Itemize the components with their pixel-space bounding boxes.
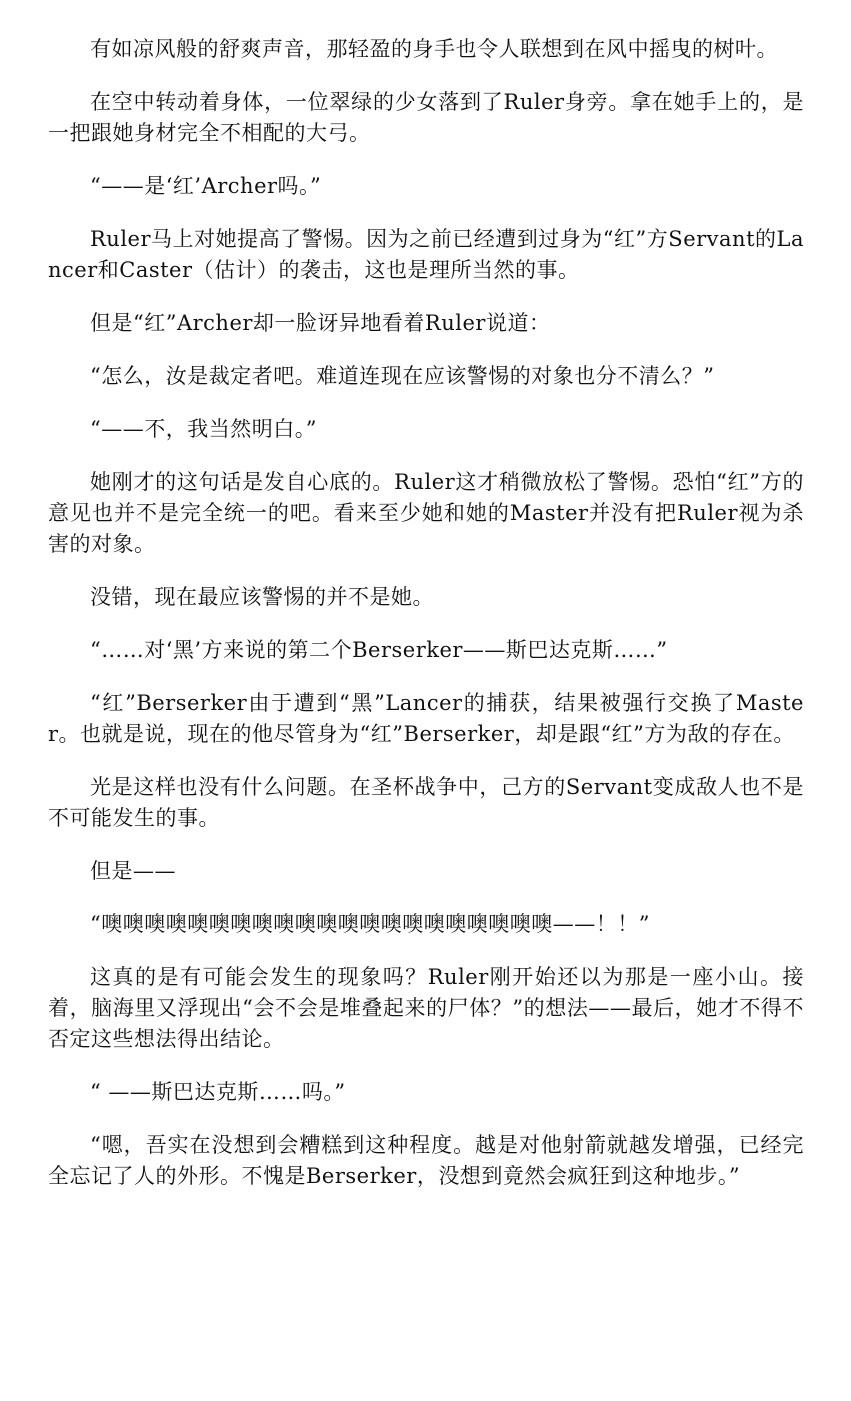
paragraph: “——是‘红’Archer吗。”	[90, 174, 322, 198]
paragraph: “怎么，汝是裁定者吧。难道连现在应该警惕的对象也分不清么？”	[90, 364, 715, 388]
document-body	[48, 34, 804, 1214]
paragraph: “ ——斯巴达克斯……吗。”	[90, 1080, 346, 1104]
paragraph: 但是——	[90, 859, 176, 883]
paragraph: Ruler马上对她提高了警惕。因为之前已经遭到过身为“红”方Servant的Lancer和Caster（估计）的袭击，这也是理所当然的事。	[48, 227, 804, 282]
paragraph: “……对‘黑’方来说的第二个Berserker——斯巴达克斯……”	[90, 638, 668, 662]
paragraph: “噢噢噢噢噢噢噢噢噢噢噢噢噢噢噢噢噢噢噢噢噢——！！”	[90, 912, 650, 936]
paragraph: 但是“红”Archer却一脸讶异地看着Ruler说道：	[90, 311, 551, 335]
paragraph: 这真的是有可能会发生的现象吗？Ruler刚开始还以为那是一座小山。接着，脑海里又浮现出“会不会是堆叠起来的尸体？”的想法——最后，她才不得不否定这些想法得出结论。	[48, 965, 804, 1051]
paragraph: 在空中转动着身体，一位翠绿的少女落到了Ruler身旁。拿在她手上的，是一把跟她身材完全不相配的大弓。	[48, 90, 804, 145]
paragraph: “红”Berserker由于遭到“黑”Lancer的捕获，结果被强行交换了Master。也就是说，现在的他尽管身为“红”Berserker，却是跟“红”方为敌的存在。	[48, 691, 804, 746]
paragraph: 没错，现在最应该警惕的并不是她。	[90, 585, 434, 609]
paragraph: “嗯，吾实在没想到会糟糕到这种程度。越是对他射箭就越发增强，已经完全忘记了人的外形。不愧是Berserker，没想到竟然会疯狂到这种地步。”	[48, 1133, 804, 1188]
paragraph: 她刚才的这句话是发自心底的。Ruler这才稍微放松了警惕。恐怕“红”方的意见也并不是完全统一的吧。看来至少她和她的Master并没有把Ruler视为杀害的对象。	[48, 470, 804, 556]
paragraph: 光是这样也没有什么问题。在圣杯战争中，己方的Servant变成敌人也不是不可能发生的事。	[48, 775, 804, 830]
paragraph: “——不，我当然明白。”	[90, 417, 317, 441]
paragraph: 有如凉风般的舒爽声音，那轻盈的身手也令人联想到在风中摇曳的树叶。	[90, 37, 778, 61]
